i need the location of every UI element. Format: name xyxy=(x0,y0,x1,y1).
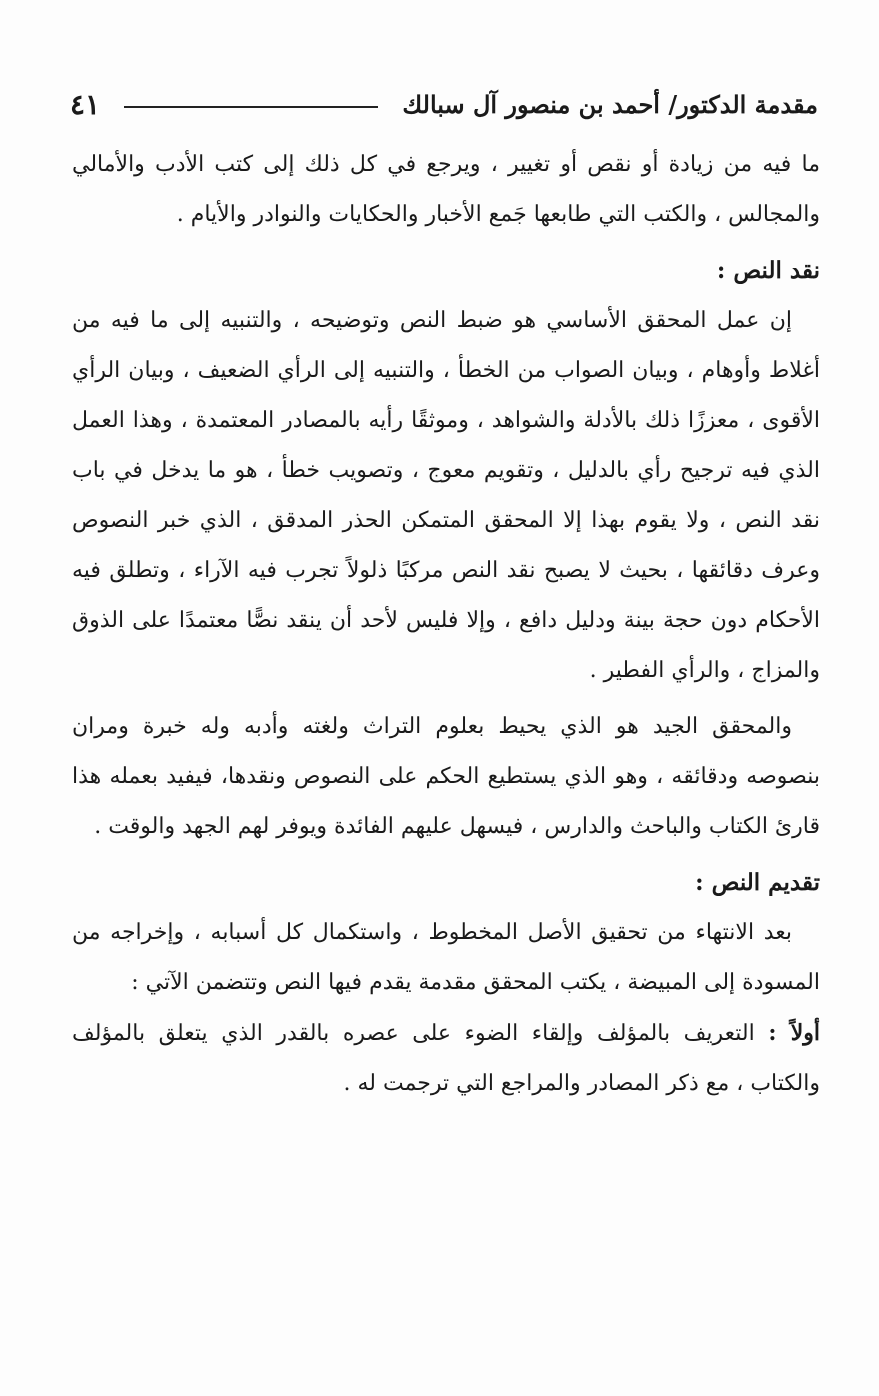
first-point-label: أولاً : xyxy=(768,1020,820,1046)
header-rule xyxy=(124,106,378,108)
paragraph-text-introduction: بعد الانتهاء من تحقيق الأصل المخطوط ، واستكمال كل أسبابه ، وإخراجه من المسودة إلى المبيضة ، يكتب المحقق مقدمة يقدم فيها النص وتتضمن الآتي : xyxy=(72,920,820,995)
page-header xyxy=(66,82,818,126)
first-point-text: التعريف بالمؤلف وإلقاء الضوء على عصره بالقدر الذي يتعلق بالمؤلف والكتاب ، مع ذكر المصادر والمراجع التي ترجمت له . xyxy=(72,1021,820,1096)
paragraph-text-criticism: إن عمل المحقق الأساسي هو ضبط النص وتوضيحه ، والتنبيه إلى ما فيه من أغلاط وأوهام ، وبيان الصواب من الخطأ ، والتنبيه إلى الرأي الضعيف ، وبيان الرأي الأقوى ، معززًا ذلك بالأدلة والشواهد ، وموثقًا رأيه بالمصادر المعتمدة ، وهذا العمل الذي فيه ترجيح رأي بالدليل ، وتقويم معوج ، وتصويب خطأ ، هو ما يدخل في باب نقد النص ، ولا يقوم بهذا إلا المحقق المتمكن الحذر المدقق ، الذي خبر النصوص وعرف دقائقها ، بحيث لا يصبح نقد النص مركبًا ذلولاً تجرب فيه الآراء ، وتطلق فيه الأحكام دون حجة بينة ودليل دافع ، وإلا فليس لأحد أن ينقد نصًّا معتمدًا على الذوق والمزاج ، والرأي الفطير . xyxy=(72,308,820,683)
running-head: مقدمة الدكتور/ أحمد بن منصور آل سبالك xyxy=(402,89,818,119)
paragraph-first-point xyxy=(72,1008,820,1109)
section-heading-text-criticism: نقد النص : xyxy=(716,257,820,284)
paragraph-good-editor: والمحقق الجيد هو الذي يحيط بعلوم التراث ولغته وأدبه وله خبرة ومران بنصوصه ودقائقه ، وهو الذي يستطيع الحكم على النصوص ونقدها، فيفيد بعمله هذا قارئ الكتاب والباحث والدارس ، فيسهل عليهم الفائدة ويوفر لهم الجهد والوقت . xyxy=(72,714,820,839)
body-text xyxy=(72,140,820,1109)
paragraph-continuation: ما فيه من زيادة أو نقص أو تغيير ، ويرجع في كل ذلك إلى كتب الأدب والأمالي والمجالس ، والكتب التي طابعها جَمع الأخبار والحكايات والنوادر والأيام . xyxy=(72,152,820,227)
page-number: ٤١ xyxy=(70,87,101,121)
section-heading-text-introduction: تقديم النص : xyxy=(695,869,820,896)
